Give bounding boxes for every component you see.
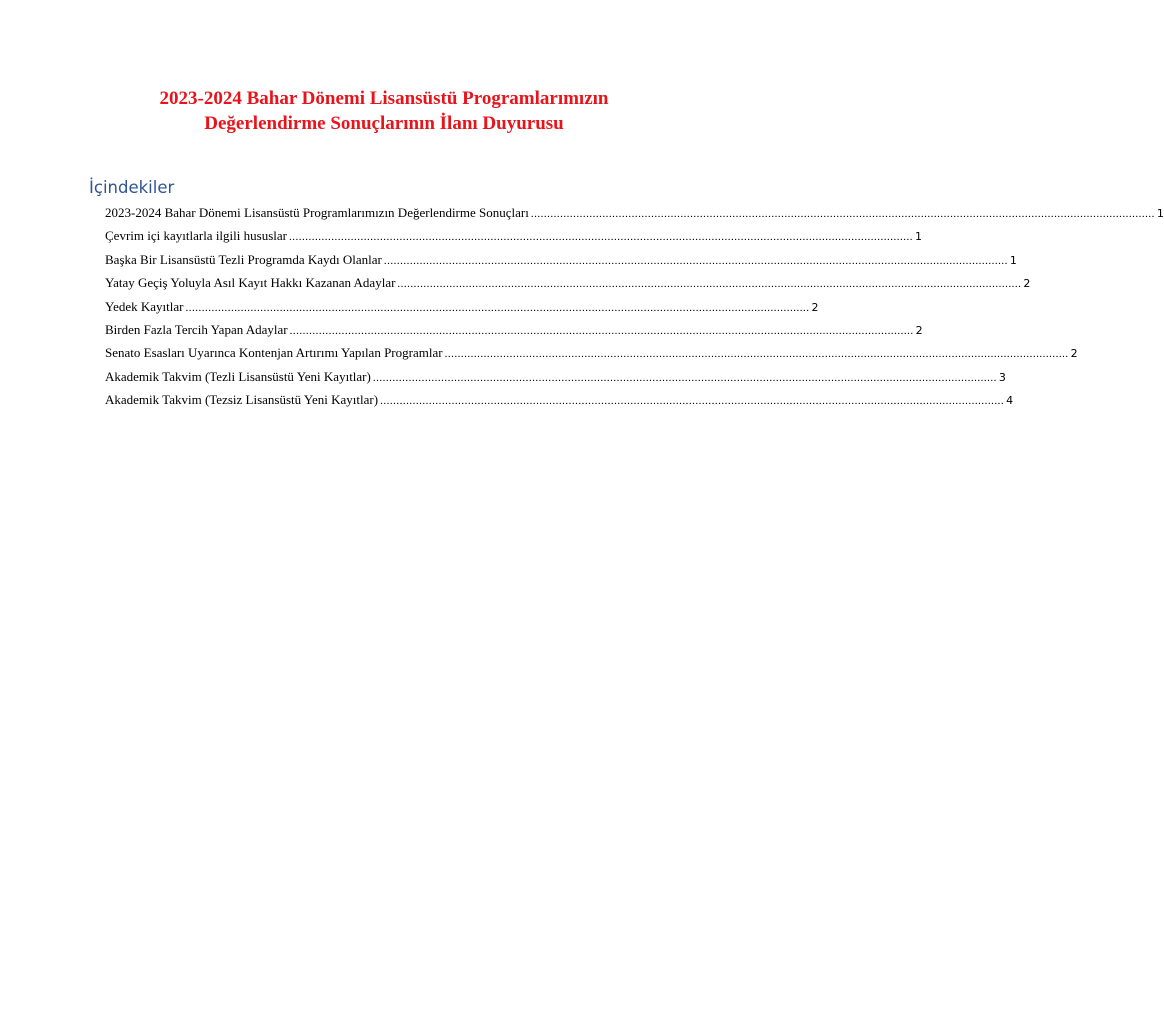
toc-entry[interactable] [105, 295, 819, 318]
toc-entry[interactable] [105, 201, 1164, 224]
toc-dot-leader: ................................................................................................................................................................................................ [288, 231, 913, 244]
toc-entry[interactable] [105, 271, 1031, 294]
toc-entry[interactable] [105, 318, 923, 341]
toc-entry-text: Yedek Kayıtlar [105, 298, 184, 314]
toc-dot-leader: ................................................................................................................................................................................................ [397, 278, 1022, 291]
toc-page-number: 4 [1006, 394, 1014, 408]
document-title [90, 86, 678, 136]
toc-entry[interactable] [105, 365, 1006, 388]
toc-entry-text: Akademik Takvim (Tezli Lisansüstü Yeni Kayıtlar) [105, 368, 371, 384]
toc-dot-leader: ................................................................................................................................................................................................ [185, 301, 810, 314]
toc-entry-text: Birden Fazla Tercih Yapan Adaylar [105, 321, 288, 337]
toc-dot-leader: ................................................................................................................................................................................................ [383, 254, 1008, 267]
toc-heading: İçindekiler [89, 178, 175, 197]
toc-entry-text: Yatay Geçiş Yoluyla Asıl Kayıt Hakkı Kazanan Adaylar [105, 275, 396, 291]
toc-entry-text: Akademik Takvim (Tezsiz Lisansüstü Yeni Kayıtlar) [105, 392, 379, 408]
toc-dot-leader: ................................................................................................................................................................................................ [444, 348, 1069, 361]
toc-page-number: 1 [1009, 253, 1017, 267]
toc-entry[interactable] [105, 341, 1078, 364]
toc-dot-leader: ................................................................................................................................................................................................ [372, 371, 997, 384]
toc-dot-leader: ................................................................................................................................................................................................ [530, 208, 1155, 220]
title-line-2: Değerlendirme Sonuçlarının İlanı Duyurusu [204, 113, 564, 134]
toc-page-number: 1 [914, 230, 922, 244]
toc-entry-text: Çevrim içi kayıtlarla ilgili hususlar [105, 228, 287, 244]
toc-page-number: 2 [915, 323, 923, 337]
toc-entry[interactable] [105, 388, 1014, 411]
toc-dot-leader: ................................................................................................................................................................................................ [380, 395, 1005, 408]
toc-page-number: 3 [998, 370, 1006, 384]
toc-entry-text: Senato Esasları Uyarınca Kontenjan Artırımı Yapılan Programlar [105, 345, 443, 361]
title-line-1: 2023-2024 Bahar Dönemi Lisansüstü Programlarımızın [159, 88, 609, 109]
toc-page-number: 1 [1156, 207, 1164, 220]
toc-page-number: 2 [1070, 347, 1078, 361]
toc-entry-text: Başka Bir Lisansüstü Tezli Programda Kaydı Olanlar [105, 251, 382, 267]
toc-dot-leader: ................................................................................................................................................................................................ [289, 324, 914, 337]
toc-page-number: 2 [811, 300, 819, 314]
toc-entry-text: 2023-2024 Bahar Dönemi Lisansüstü Programlarımızın Değerlendirme Sonuçları [105, 205, 529, 220]
toc-entry[interactable] [105, 248, 1017, 271]
table-of-contents [105, 201, 1164, 412]
toc-entry[interactable] [105, 224, 922, 247]
toc-page-number: 2 [1023, 277, 1031, 291]
